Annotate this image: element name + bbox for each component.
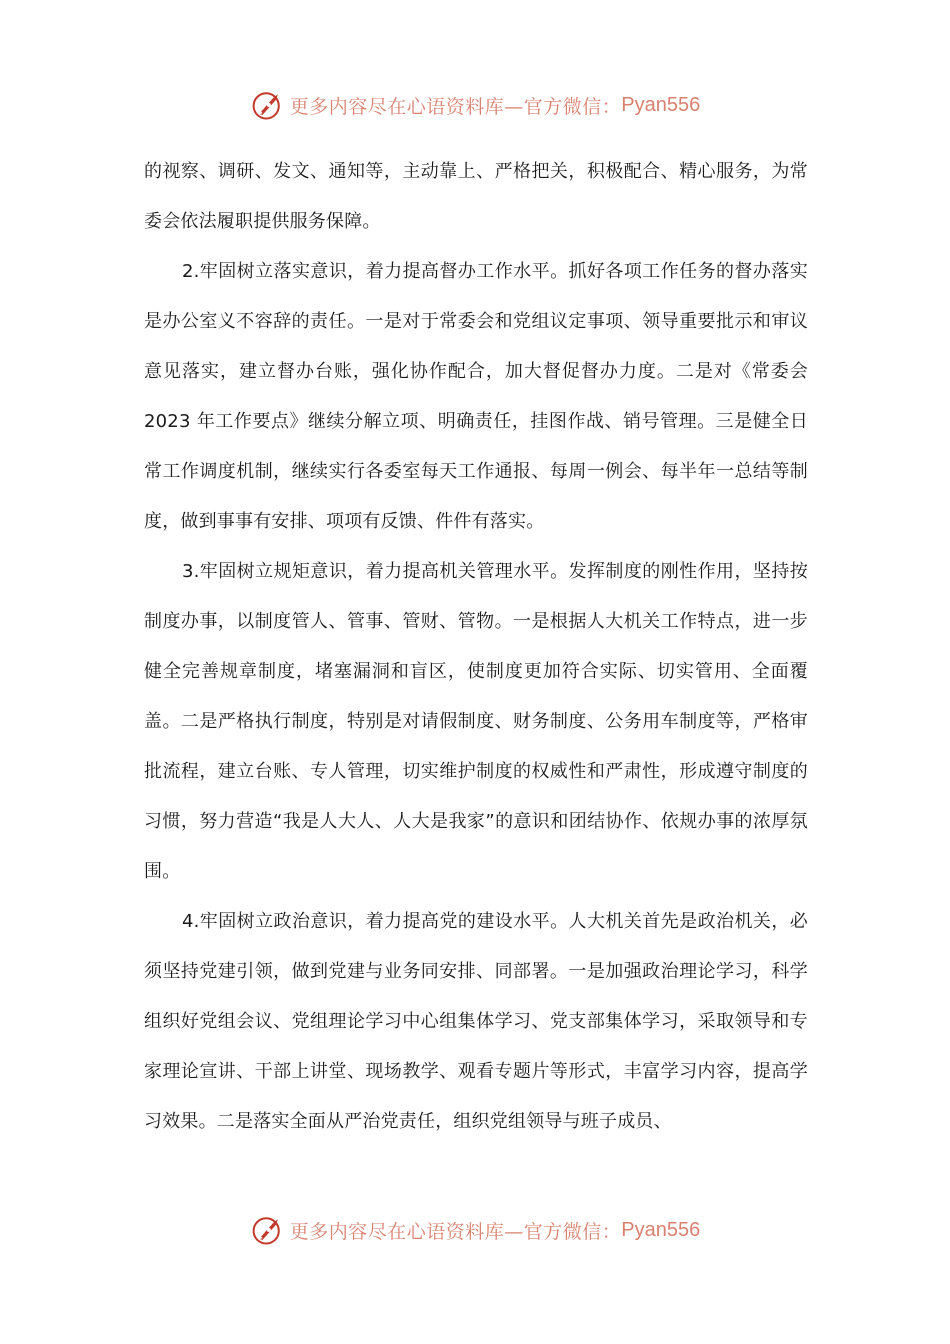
header-banner: [0, 85, 950, 125]
banner-wechat-id: Pyan556: [621, 1218, 701, 1241]
red-pen-seal-icon: [250, 1212, 286, 1248]
paragraph-item-3: 3.牢固树立规矩意识，着力提高机关管理水平。发挥制度的刚性作用，坚持按制度办事，以制度管人、管事、管财、管物。一是根据人大机关工作特点，进一步健全完善规章制度，堵塞漏洞和盲区，使制度更加符合实际、切实管用、全面覆盖。二是严格执行制度，特别是对请假制度、财务制度、公务用车制度等，严格审批流程，建立台账、专人管理，切实维护制度的权威性和严肃性，形成遵守制度的习惯，努力营造“我是人大人、人大是我家”的意识和团结协作、依规办事的浓厚氛围。: [144, 561, 808, 882]
banner-text: 更多内容尽在心语资料库—官方微信：: [289, 95, 622, 118]
paragraph-item-2: 2.牢固树立落实意识，着力提高督办工作水平。抓好各项工作任务的督办落实是办公室义不容辞的责任。一是对于常委会和党组议定事项、领导重要批示和审议意见落实，建立督办台账，强化协作配合，加大督促督办力度。二是对《常委会 2023 年工作要点》继续分解立项、明确责任，挂图作战、销号管理。三是健全日常工作调度机制，继续实行各委室每天工作通报、每周一例会、每半年一总结等制度，做到事事有安排、项项有反馈、件件有落实。: [144, 261, 808, 532]
footer-banner: [0, 1210, 950, 1250]
paragraph-continuation: 的视察、调研、发文、通知等，主动靠上、严格把关，积极配合、精心服务，为常委会依法履职提供服务保障。: [144, 161, 808, 232]
paragraph-item-4: 4.牢固树立政治意识，着力提高党的建设水平。人大机关首先是政治机关，必须坚持党建引领，做到党建与业务同安排、同部署。一是加强政治理论学习，科学组织好党组会议、党组理论学习中心组集体学习、党支部集体学习，采取领导和专家理论宣讲、干部上讲堂、现场教学、观看专题片等形式，丰富学习内容，提高学习效果。二是落实全面从严治党责任，组织党组领导与班子成员、: [144, 911, 808, 1132]
banner-wechat-id: Pyan556: [621, 93, 701, 116]
document-body: [144, 147, 808, 1147]
banner-text: 更多内容尽在心语资料库—官方微信：: [289, 1220, 622, 1243]
red-pen-seal-icon: [250, 87, 286, 123]
